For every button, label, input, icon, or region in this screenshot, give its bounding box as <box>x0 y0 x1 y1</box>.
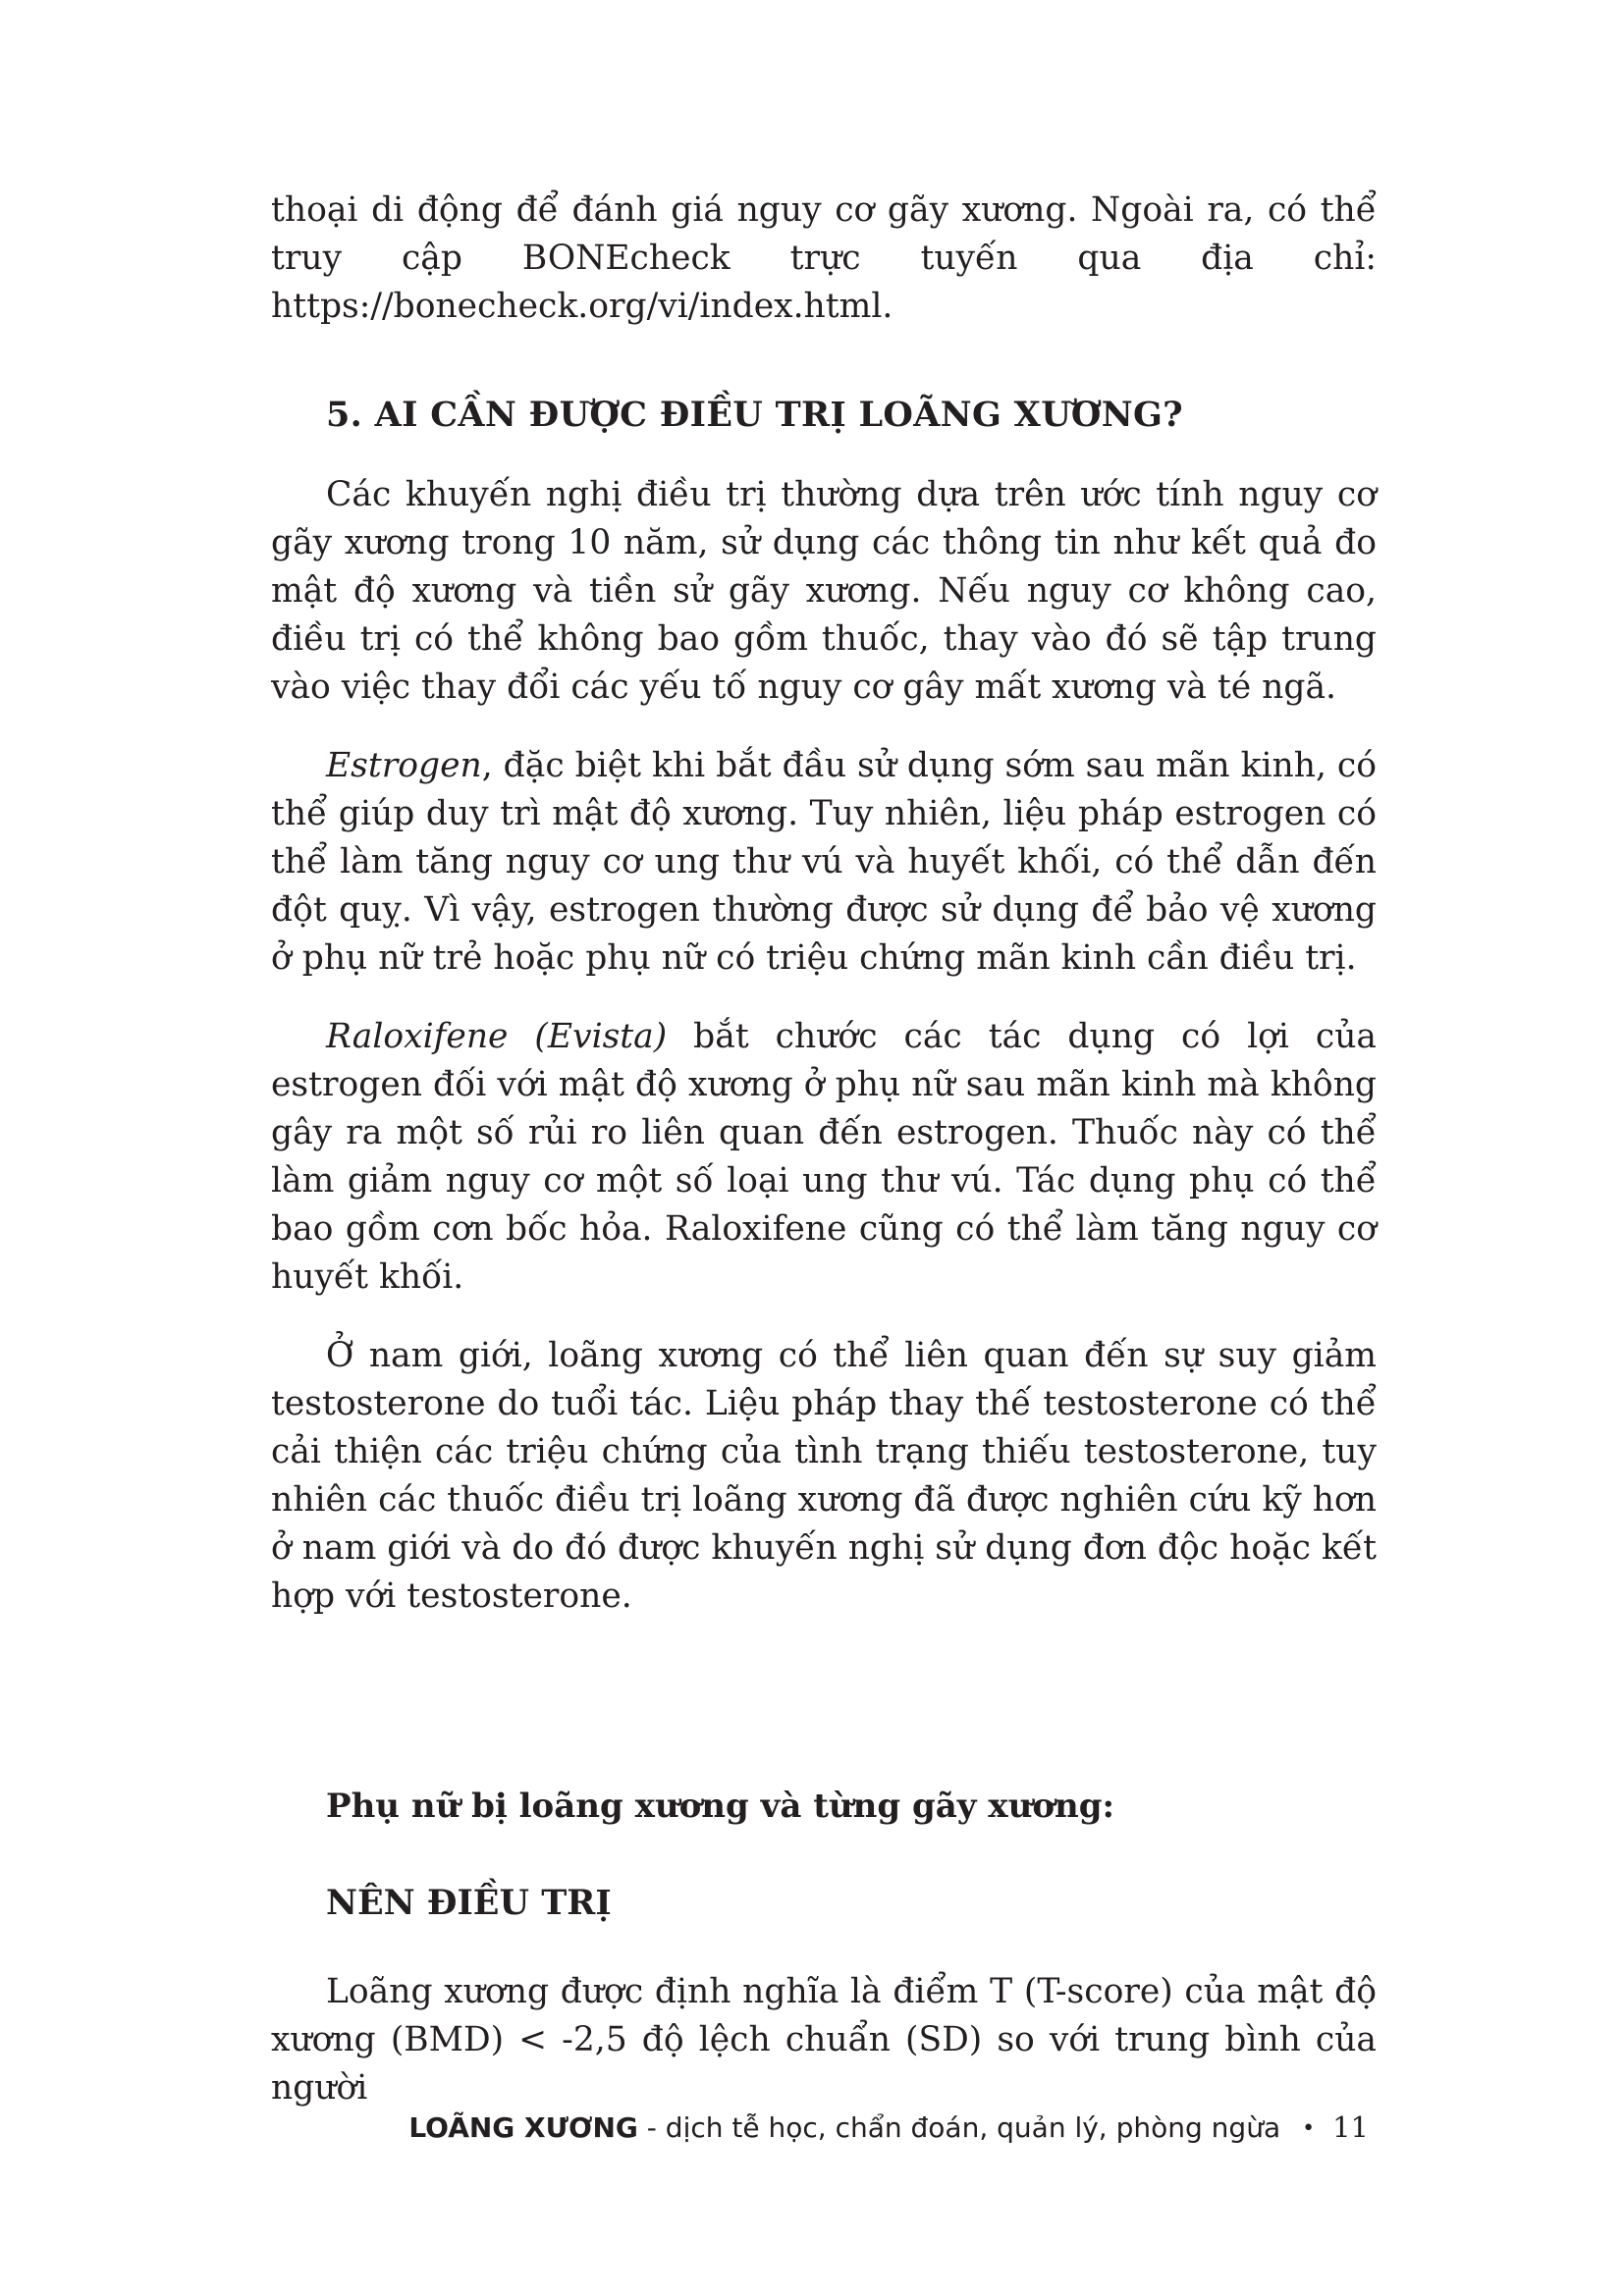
drug-name-estrogen: Estrogen <box>326 746 482 785</box>
subsection-recommendation: NÊN ĐIỀU TRỊ <box>326 1883 612 1923</box>
footer-book-title: LOÃNG XƯƠNG <box>408 2111 638 2144</box>
page-footer <box>408 2110 1369 2144</box>
paragraph-osteoporosis-definition: Loãng xương được định nghĩa là điểm T (T-score) của mật độ xương (BMD) < -2,5 độ lệch chuẩn (SD) so với trung bình của người <box>271 1972 1377 2108</box>
paragraph-estrogen-text: , đặc biệt khi bắt đầu sử dụng sớm sau mãn kinh, có thể giúp duy trì mật độ xương. Tuy nhiên, liệu pháp estrogen có thể làm tăng nguy cơ ung thư vú và huyết khối, có thể dẫn đến đột quỵ. Vì vậy, estrogen thường được sử dụng để bảo vệ xương ở phụ nữ trẻ hoặc phụ nữ có triệu chứng mãn kinh cần điều trị. <box>271 746 1377 978</box>
paragraph-estrogen <box>271 742 1377 983</box>
drug-name-raloxifene: Raloxifene (Evista) <box>326 1017 668 1056</box>
paragraph-raloxifene-text: bắt chước các tác dụng có lợi của estrogen đối với mật độ xương ở phụ nữ sau mãn kinh mà không gây ra một số rủi ro liên quan đến estrogen. Thuốc này có thể làm giảm nguy cơ một số loại ung thư vú. Tác dụng phụ có thể bao gồm cơn bốc hỏa. Raloxifene cũng có thể làm tăng nguy cơ huyết khối. <box>271 1017 1377 1297</box>
footer-subtitle: - dịch tễ học, chẩn đoán, quản lý, phòng ngừa <box>637 2111 1281 2144</box>
subsection-title: Phụ nữ bị loãng xương và từng gãy xương: <box>326 1787 1115 1826</box>
section-body <box>271 471 1377 1651</box>
page-number: 11 <box>1332 2110 1369 2144</box>
lead-paragraph-block <box>271 187 1377 331</box>
paragraph-treatment-recommendations: Các khuyến nghị điều trị thường dựa trên ước tính nguy cơ gãy xương trong 10 năm, sử dụng các thông tin như kết quả đo mật độ xương và tiền sử gãy xương. Nếu nguy cơ không cao, điều trị có thể không bao gồm thuốc, thay vào đó sẽ tập trung vào việc thay đổi các yếu tố nguy cơ gây mất xương và té ngã. <box>271 475 1377 707</box>
paragraph-men-testosterone: Ở nam giới, loãng xương có thể liên quan đến sự suy giảm testosterone do tuổi tác. Liệu pháp thay thế testosterone có thể cải thiện các triệu chứng của tình trạng thiếu testosterone, tuy nhiên các thuốc điều trị loãng xương đã được nghiên cứu kỹ hơn ở nam giới và do đó được khuyến nghị sử dụng đơn độc hoặc kết hợp với testosterone. <box>271 1336 1377 1616</box>
paragraph-raloxifene <box>271 1013 1377 1302</box>
footer-bullet: • <box>1302 2116 1316 2141</box>
section-heading: 5. AI CẦN ĐƯỢC ĐIỀU TRỊ LOÃNG XƯƠNG? <box>326 395 1183 435</box>
lead-paragraph: thoại di động để đánh giá nguy cơ gãy xương. Ngoài ra, có thể truy cập BONEcheck trực tuyến qua địa chỉ: https://bonecheck.org/vi/index.html. <box>271 190 1377 326</box>
subsection-body <box>271 1968 1377 2112</box>
